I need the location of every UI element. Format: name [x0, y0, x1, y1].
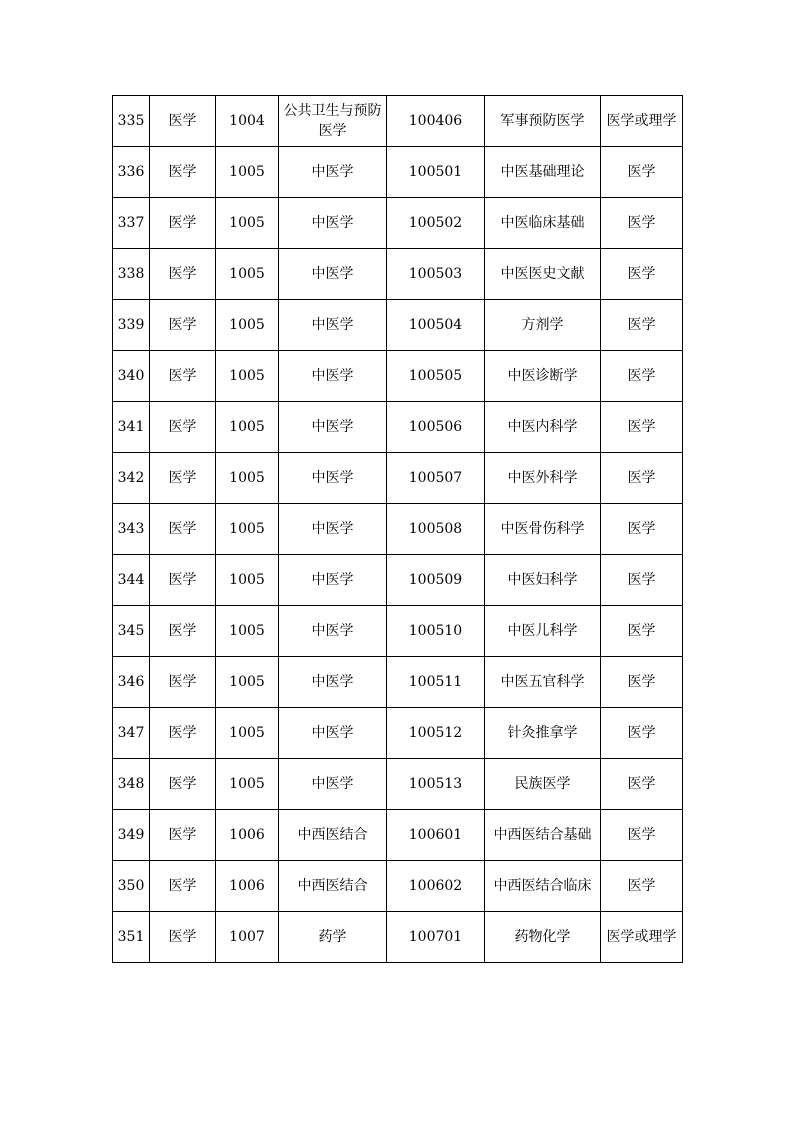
degree-type-text: 医学	[627, 521, 656, 537]
table-row	[113, 504, 683, 555]
category-cell	[150, 912, 216, 963]
first-level-name-cell	[279, 810, 387, 861]
degree-type-text: 医学	[627, 827, 656, 843]
first-level-code-cell	[216, 759, 279, 810]
table-row	[113, 861, 683, 912]
first-level-name-cell	[279, 351, 387, 402]
row-number-text: 340	[117, 368, 145, 384]
row-number-cell	[113, 249, 150, 300]
row-number-text: 346	[117, 674, 145, 690]
first-level-code-cell	[216, 147, 279, 198]
degree-type-text: 医学	[627, 215, 656, 231]
category-text: 医学	[168, 725, 197, 741]
category-cell	[150, 861, 216, 912]
first-level-code-text: 1005	[229, 776, 265, 792]
first-level-code-cell	[216, 504, 279, 555]
second-level-code-text: 100509	[408, 572, 463, 588]
degree-type-cell	[601, 402, 683, 453]
first-level-name-cell	[279, 453, 387, 504]
table-row	[113, 606, 683, 657]
degree-type-cell	[601, 861, 683, 912]
second-level-name-cell	[485, 147, 601, 198]
category-text: 医学	[168, 572, 197, 588]
first-level-code-cell	[216, 453, 279, 504]
degree-type-text: 医学	[627, 266, 656, 282]
second-level-name-cell	[485, 861, 601, 912]
first-level-name-cell	[279, 606, 387, 657]
second-level-name-text: 军事预防医学	[500, 113, 585, 129]
first-level-name-text: 中西医结合	[297, 878, 368, 894]
first-level-name-cell	[279, 555, 387, 606]
first-level-name-text: 中西医结合	[297, 827, 368, 843]
second-level-code-cell	[387, 96, 485, 147]
category-cell	[150, 453, 216, 504]
table-row	[113, 912, 683, 963]
second-level-code-text: 100507	[408, 470, 463, 486]
first-level-name-cell	[279, 657, 387, 708]
first-level-name-text: 中医学	[311, 215, 354, 231]
first-level-name-cell	[279, 708, 387, 759]
row-number-text: 350	[117, 878, 145, 894]
second-level-name-cell	[485, 198, 601, 249]
category-text: 医学	[168, 215, 197, 231]
degree-type-text: 医学	[627, 164, 656, 180]
row-number-text: 342	[117, 470, 145, 486]
discipline-table	[112, 95, 683, 963]
second-level-name-cell	[485, 96, 601, 147]
row-number-cell	[113, 708, 150, 759]
category-cell	[150, 147, 216, 198]
category-cell	[150, 708, 216, 759]
second-level-name-text: 中医五官科学	[500, 674, 585, 690]
degree-type-cell	[601, 657, 683, 708]
table-row	[113, 453, 683, 504]
second-level-name-text: 中西医结合临床	[493, 878, 592, 894]
first-level-name-cell	[279, 912, 387, 963]
first-level-code-cell	[216, 708, 279, 759]
row-number-cell	[113, 759, 150, 810]
degree-type-cell	[601, 96, 683, 147]
first-level-code-cell	[216, 861, 279, 912]
category-text: 医学	[168, 470, 197, 486]
first-level-code-cell	[216, 198, 279, 249]
table-row	[113, 300, 683, 351]
first-level-name-text: 药学	[318, 929, 347, 945]
row-number-text: 347	[117, 725, 145, 741]
first-level-code-text: 1005	[229, 317, 265, 333]
row-number-cell	[113, 810, 150, 861]
second-level-code-text: 100510	[408, 623, 463, 639]
degree-type-text: 医学	[627, 317, 656, 333]
degree-type-cell	[601, 147, 683, 198]
second-level-code-text: 100511	[408, 674, 463, 690]
first-level-name-text: 中医学	[311, 317, 354, 333]
degree-type-text: 医学	[627, 572, 656, 588]
second-level-name-cell	[485, 402, 601, 453]
second-level-code-text: 100512	[408, 725, 463, 741]
first-level-code-text: 1004	[229, 113, 265, 129]
first-level-code-text: 1007	[229, 929, 265, 945]
second-level-code-cell	[387, 708, 485, 759]
row-number-cell	[113, 555, 150, 606]
row-number-text: 339	[117, 317, 145, 333]
row-number-text: 349	[117, 827, 145, 843]
row-number-text: 335	[117, 113, 145, 129]
second-level-code-cell	[387, 198, 485, 249]
second-level-code-cell	[387, 453, 485, 504]
second-level-name-text: 中医外科学	[507, 470, 578, 486]
row-number-text: 348	[117, 776, 145, 792]
degree-type-cell	[601, 453, 683, 504]
first-level-name-cell	[279, 759, 387, 810]
first-level-name-text: 中医学	[311, 674, 354, 690]
second-level-name-text: 中医儿科学	[507, 623, 578, 639]
first-level-name-text: 中医学	[311, 470, 354, 486]
second-level-code-text: 100501	[408, 164, 463, 180]
row-number-text: 345	[117, 623, 145, 639]
second-level-name-text: 针灸推拿学	[507, 725, 578, 741]
first-level-name-cell	[279, 147, 387, 198]
second-level-code-cell	[387, 504, 485, 555]
second-level-code-cell	[387, 810, 485, 861]
category-text: 医学	[168, 623, 197, 639]
degree-type-cell	[601, 708, 683, 759]
first-level-name-text: 中医学	[311, 572, 354, 588]
table-row	[113, 96, 683, 147]
degree-type-cell	[601, 810, 683, 861]
second-level-name-cell	[485, 555, 601, 606]
second-level-code-text: 100506	[408, 419, 463, 435]
second-level-code-cell	[387, 657, 485, 708]
first-level-name-text: 中医学	[311, 521, 354, 537]
first-level-name-cell	[279, 96, 387, 147]
degree-type-cell	[601, 351, 683, 402]
second-level-code-cell	[387, 249, 485, 300]
first-level-name-cell	[279, 249, 387, 300]
row-number-cell	[113, 402, 150, 453]
category-text: 医学	[168, 827, 197, 843]
degree-type-cell	[601, 300, 683, 351]
row-number-cell	[113, 861, 150, 912]
second-level-name-cell	[485, 759, 601, 810]
category-cell	[150, 300, 216, 351]
first-level-code-cell	[216, 96, 279, 147]
category-cell	[150, 555, 216, 606]
second-level-code-text: 100502	[408, 215, 463, 231]
second-level-name-cell	[485, 300, 601, 351]
degree-type-text: 医学	[627, 725, 656, 741]
second-level-code-text: 100503	[408, 266, 463, 282]
first-level-name-text: 中医学	[311, 368, 354, 384]
first-level-code-text: 1005	[229, 725, 265, 741]
row-number-cell	[113, 96, 150, 147]
row-number-text: 343	[117, 521, 145, 537]
table-row	[113, 249, 683, 300]
table-row	[113, 402, 683, 453]
first-level-name-text: 中医学	[311, 266, 354, 282]
second-level-code-text: 100601	[408, 827, 463, 843]
second-level-code-cell	[387, 912, 485, 963]
degree-type-text: 医学	[627, 776, 656, 792]
row-number-cell	[113, 453, 150, 504]
second-level-name-text: 药物化学	[514, 929, 571, 945]
first-level-name-text: 公共卫生与预防医学	[283, 103, 382, 139]
second-level-name-cell	[485, 708, 601, 759]
category-text: 医学	[168, 419, 197, 435]
second-level-name-text: 民族医学	[514, 776, 571, 792]
first-level-code-cell	[216, 555, 279, 606]
category-cell	[150, 96, 216, 147]
row-number-cell	[113, 300, 150, 351]
row-number-cell	[113, 912, 150, 963]
second-level-code-cell	[387, 300, 485, 351]
first-level-code-cell	[216, 657, 279, 708]
first-level-code-text: 1005	[229, 470, 265, 486]
second-level-code-text: 100602	[408, 878, 463, 894]
row-number-text: 338	[117, 266, 145, 282]
first-level-code-cell	[216, 351, 279, 402]
second-level-name-cell	[485, 810, 601, 861]
first-level-code-text: 1005	[229, 572, 265, 588]
second-level-code-cell	[387, 147, 485, 198]
degree-type-cell	[601, 504, 683, 555]
row-number-text: 351	[117, 929, 145, 945]
category-text: 医学	[168, 164, 197, 180]
second-level-name-text: 中医内科学	[507, 419, 578, 435]
second-level-name-text: 方剂学	[521, 317, 564, 333]
category-text: 医学	[168, 266, 197, 282]
degree-type-text: 医学	[627, 674, 656, 690]
row-number-cell	[113, 606, 150, 657]
second-level-name-cell	[485, 351, 601, 402]
first-level-name-text: 中医学	[311, 725, 354, 741]
second-level-name-text: 中西医结合基础	[493, 827, 592, 843]
category-cell	[150, 759, 216, 810]
first-level-name-cell	[279, 300, 387, 351]
second-level-code-cell	[387, 759, 485, 810]
second-level-name-cell	[485, 657, 601, 708]
second-level-code-text: 100504	[408, 317, 463, 333]
second-level-code-cell	[387, 606, 485, 657]
first-level-code-text: 1005	[229, 521, 265, 537]
row-number-cell	[113, 147, 150, 198]
category-cell	[150, 402, 216, 453]
row-number-cell	[113, 198, 150, 249]
row-number-cell	[113, 351, 150, 402]
degree-type-text: 医学或理学	[606, 113, 677, 129]
row-number-text: 341	[117, 419, 145, 435]
first-level-code-text: 1006	[229, 878, 265, 894]
second-level-name-text: 中医基础理论	[500, 164, 585, 180]
first-level-name-cell	[279, 198, 387, 249]
second-level-code-text: 100508	[408, 521, 463, 537]
degree-type-cell	[601, 249, 683, 300]
degree-type-cell	[601, 198, 683, 249]
second-level-code-text: 100513	[408, 776, 463, 792]
second-level-name-text: 中医临床基础	[500, 215, 585, 231]
table-row	[113, 810, 683, 861]
row-number-text: 337	[117, 215, 145, 231]
row-number-text: 344	[117, 572, 145, 588]
table-row	[113, 147, 683, 198]
first-level-code-cell	[216, 606, 279, 657]
degree-type-text: 医学	[627, 419, 656, 435]
category-text: 医学	[168, 368, 197, 384]
second-level-code-cell	[387, 861, 485, 912]
category-cell	[150, 606, 216, 657]
second-level-code-text: 100406	[408, 113, 463, 129]
category-text: 医学	[168, 776, 197, 792]
first-level-code-cell	[216, 249, 279, 300]
table-row	[113, 555, 683, 606]
first-level-name-cell	[279, 402, 387, 453]
first-level-code-cell	[216, 300, 279, 351]
category-text: 医学	[168, 878, 197, 894]
table-row	[113, 759, 683, 810]
second-level-name-text: 中医骨伤科学	[500, 521, 585, 537]
second-level-name-cell	[485, 453, 601, 504]
row-number-text: 336	[117, 164, 145, 180]
first-level-code-text: 1005	[229, 674, 265, 690]
first-level-name-text: 中医学	[311, 164, 354, 180]
degree-type-cell	[601, 606, 683, 657]
row-number-cell	[113, 504, 150, 555]
first-level-code-cell	[216, 912, 279, 963]
first-level-code-text: 1005	[229, 419, 265, 435]
second-level-name-cell	[485, 606, 601, 657]
degree-type-text: 医学	[627, 878, 656, 894]
first-level-name-cell	[279, 861, 387, 912]
table-row	[113, 198, 683, 249]
first-level-name-text: 中医学	[311, 623, 354, 639]
first-level-code-cell	[216, 402, 279, 453]
degree-type-text: 医学	[627, 470, 656, 486]
category-cell	[150, 657, 216, 708]
category-cell	[150, 810, 216, 861]
degree-type-cell	[601, 759, 683, 810]
second-level-code-cell	[387, 351, 485, 402]
second-level-name-text: 中医妇科学	[507, 572, 578, 588]
second-level-code-cell	[387, 555, 485, 606]
first-level-name-text: 中医学	[311, 419, 354, 435]
first-level-code-text: 1005	[229, 215, 265, 231]
second-level-code-text: 100505	[408, 368, 463, 384]
second-level-name-cell	[485, 504, 601, 555]
category-cell	[150, 249, 216, 300]
second-level-name-cell	[485, 912, 601, 963]
category-cell	[150, 351, 216, 402]
category-text: 医学	[168, 929, 197, 945]
first-level-code-text: 1006	[229, 827, 265, 843]
first-level-name-text: 中医学	[311, 776, 354, 792]
category-cell	[150, 504, 216, 555]
first-level-code-text: 1005	[229, 368, 265, 384]
first-level-code-cell	[216, 810, 279, 861]
first-level-code-text: 1005	[229, 623, 265, 639]
second-level-code-cell	[387, 402, 485, 453]
degree-type-cell	[601, 555, 683, 606]
degree-type-cell	[601, 912, 683, 963]
table-row	[113, 351, 683, 402]
table-body	[113, 96, 683, 963]
second-level-name-text: 中医医史文献	[500, 266, 585, 282]
category-text: 医学	[168, 113, 197, 129]
second-level-name-cell	[485, 249, 601, 300]
degree-type-text: 医学	[627, 623, 656, 639]
category-text: 医学	[168, 317, 197, 333]
category-text: 医学	[168, 674, 197, 690]
second-level-name-text: 中医诊断学	[507, 368, 578, 384]
degree-type-text: 医学	[627, 368, 656, 384]
table-row	[113, 708, 683, 759]
category-text: 医学	[168, 521, 197, 537]
first-level-code-text: 1005	[229, 164, 265, 180]
first-level-name-cell	[279, 504, 387, 555]
table-row	[113, 657, 683, 708]
row-number-cell	[113, 657, 150, 708]
first-level-code-text: 1005	[229, 266, 265, 282]
degree-type-text: 医学或理学	[606, 929, 677, 945]
second-level-code-text: 100701	[408, 929, 463, 945]
category-cell	[150, 198, 216, 249]
